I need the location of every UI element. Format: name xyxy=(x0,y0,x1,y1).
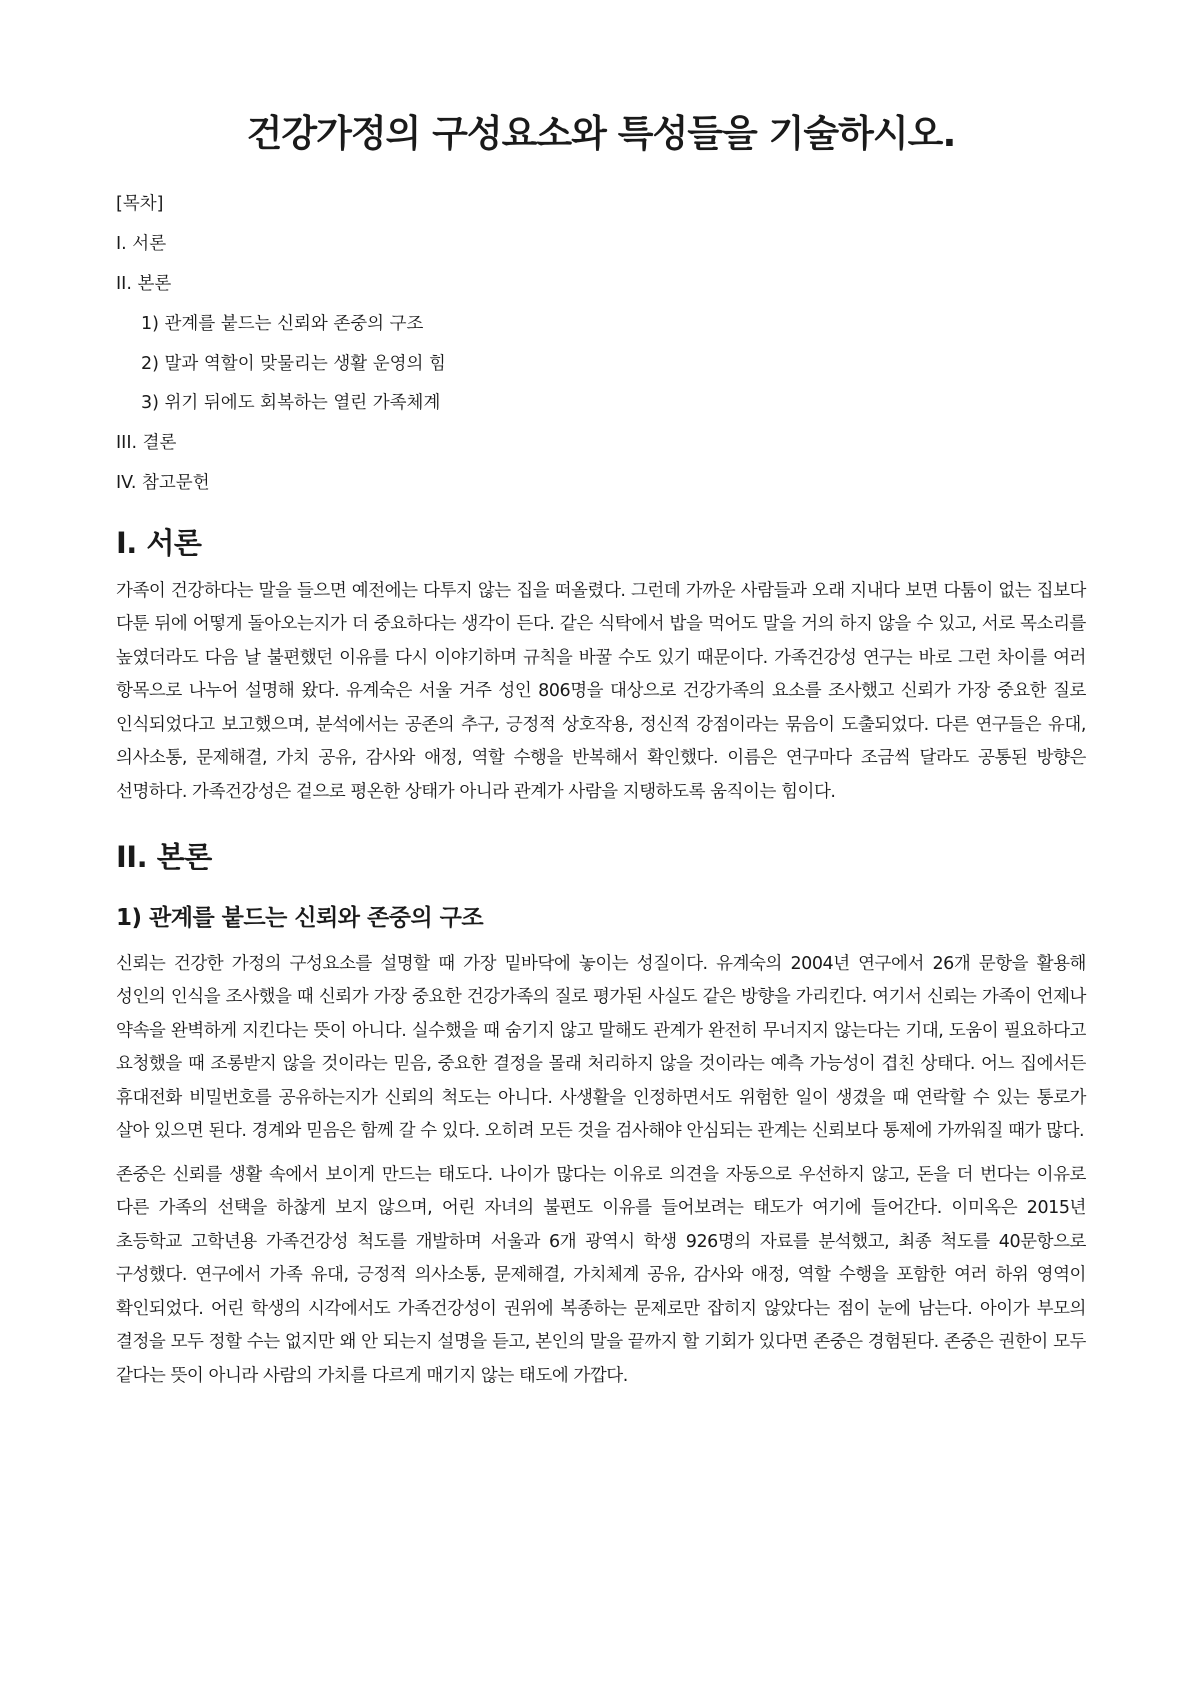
intro-heading: I. 서론 xyxy=(116,525,202,560)
body-subsection-1-paragraph-1: 신뢰는 건강한 가정의 구성요소를 설명할 때 가장 밑바닥에 놓이는 성질이다. 유계숙의 2004년 연구에서 26개 문항을 활용해 성인의 인식을 조사했을 때 신뢰가 가장 중요한 건강가족의 질로 평가된 사실도 같은 방향을 가리킨다. 여기서 신뢰는 가족이 언제나 약속을 완벽하게 지킨다는 뜻이 아니다. 실수했을 때 숨기지 않고 말해도 관계가 완전히 무너지지 않는다는 기대, 도움이 필요하다고 요청했을 때 조롱받지 않을 것이라는 믿음, 중요한 결정을 몰래 처리하지 않을 것이라는 예측 가능성이 겹친 상태다. 어느 집에서든 휴대전화 비밀번호를 공유하는지가 신뢰의 척도는 아니다. 사생활을 인정하면서도 위험한 일이 생겼을 때 연락할 수 있는 통로가 살아 있으면 된다. 경계와 믿음은 함께 갈 수 있다. 오히려 모든 것을 검사해야 안심되는 관계는 신뢰보다 통제에 가까워질 때가 많다. xyxy=(116,953,1086,1142)
toc-item-body-2: 2) 말과 역할이 맞물리는 생활 운영의 힘 xyxy=(141,353,446,374)
toc-item-intro: I. 서론 xyxy=(116,234,167,255)
body-subsection-1-paragraph-2: 존중은 신뢰를 생활 속에서 보이게 만드는 태도다. 나이가 많다는 이유로 의견을 자동으로 우선하지 않고, 돈을 더 번다는 이유로 다른 가족의 선택을 하찮게 보지 않으며, 어린 자녀의 불편도 이유를 들어보려는 태도가 여기에 들어간다. 이미옥은 2015년 초등학교 고학년용 가족건강성 척도를 개발하며 서울과 6개 광역시 학생 926명의 자료를 분석했고, 최종 척도를 40문항으로 구성했다. 연구에서 가족 유대, 긍정적 의사소통, 문제해결, 가치체계 공유, 감사와 애정, 역할 수행을 포함한 여러 하위 영역이 확인되었다. 어린 학생의 시각에서도 가족건강성이 권위에 복종하는 문제로만 잡히지 않았다는 점이 눈에 남는다. 아이가 부모의 결정을 모두 정할 수는 없지만 왜 안 되는지 설명을 듣고, 본인의 말을 끝까지 할 기회가 있다면 존중은 경험된다. 존중은 권한이 모두 같다는 뜻이 아니라 사람의 가치를 다르게 매기지 않는 태도에 가깝다. xyxy=(116,1164,1086,1386)
toc-item-conclusion: III. 결론 xyxy=(116,433,177,454)
toc-item-body-3: 3) 위기 뒤에도 회복하는 열린 가족체계 xyxy=(141,393,441,414)
intro-paragraph: 가족이 건강하다는 말을 들으면 예전에는 다투지 않는 집을 떠올렸다. 그런데 가까운 사람들과 오래 지내다 보면 다툼이 없는 집보다 다툰 뒤에 어떻게 돌아오는지가 더 중요하다는 생각이 든다. 같은 식탁에서 밥을 먹어도 말을 거의 하지 않을 수 있고, 서로 목소리를 높였더라도 다음 날 불편했던 이유를 다시 이야기하며 규칙을 바꿀 수도 있기 때문이다. 가족건강성 연구는 바로 그런 차이를 여러 항목으로 나누어 설명해 왔다. 유계숙은 서울 거주 성인 806명을 대상으로 건강가족의 요소를 조사했고 신뢰가 가장 중요한 질로 인식되었다고 보고했으며, 분석에서는 공존의 추구, 긍정적 상호작용, 정신적 강점이라는 묶음이 도출되었다. 다른 연구들은 유대, 의사소통, 문제해결, 가치 공유, 감사와 애정, 역할 수행을 반복해서 확인했다. 이름은 연구마다 조금씩 달라도 공통된 방향은 선명하다. 가족건강성은 겉으로 평온한 상태가 아니라 관계가 사람을 지탱하도록 움직이는 힘이다. xyxy=(116,580,1086,802)
toc-item-references: IV. 참고문헌 xyxy=(116,472,210,493)
body-subsection-1-heading: 1) 관계를 붙드는 신뢰와 존중의 구조 xyxy=(116,904,484,931)
table-of-contents xyxy=(116,233,1086,494)
toc-heading: [목차] xyxy=(116,194,164,215)
toc-item-body-1: 1) 관계를 붙드는 신뢰와 존중의 구조 xyxy=(141,313,424,334)
document-title: 건강가정의 구성요소와 특성들을 기술하시오. xyxy=(246,112,956,155)
body-heading: II. 본론 xyxy=(116,840,212,875)
toc-item-body: II. 본론 xyxy=(116,274,172,295)
